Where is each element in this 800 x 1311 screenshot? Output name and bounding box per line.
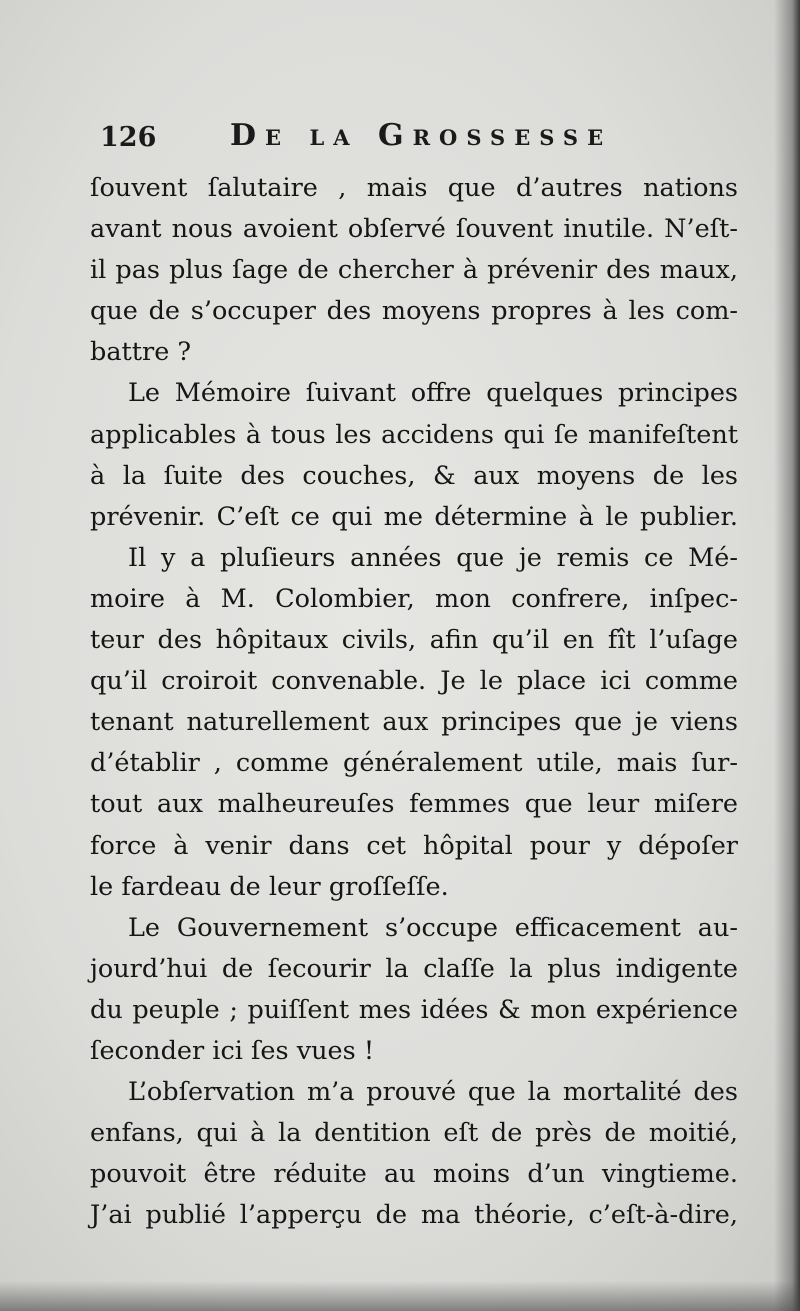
text-line: que de s’occuper des moyens propres à les com- [90, 296, 738, 327]
paragraph-start-line: Le Gouvernement s’occupe efficacement au- [128, 912, 738, 943]
body-text [90, 168, 738, 1236]
text-line: enfans, qui à la dentition eſt de près de moitié, [90, 1118, 738, 1149]
text-line: ſeconder ici ſes vues ! [90, 1035, 375, 1066]
page-edge-shadow [774, 0, 800, 1311]
text-line: le fardeau de leur groſſeſſe. [90, 871, 449, 902]
text-line: avant nous avoient obſervé ſouvent inutile. N’eſt- [90, 214, 738, 245]
text-line: d’établir , comme généralement utile, mais ſur- [90, 748, 738, 779]
text-line: du peuple ; puiſſent mes idées & mon expérience [90, 994, 738, 1025]
running-head: De la Grossesse [230, 118, 613, 153]
paragraph-start-line: L’obſervation m’a prouvé que la mortalité des [128, 1077, 738, 1108]
text-line: applicables à tous les accidens qui ſe manifeſtent [90, 419, 738, 450]
text-line: prévenir. C’eſt ce qui me détermine à le publier. [90, 501, 738, 532]
text-line: pouvoit être réduite au moins d’un vingtieme. [90, 1159, 738, 1190]
text-line: force à venir dans cet hôpital pour y dépoſer [90, 830, 738, 861]
page-number: 126 [100, 122, 157, 153]
text-line: jourd’hui de ſecourir la claſſe la plus indigente [90, 953, 738, 984]
text-line: J’ai publié l’apperçu de ma théorie, c’eſt-à-dire, [90, 1200, 738, 1231]
text-line: tenant naturellement aux principes que je viens [90, 707, 738, 738]
page-header [100, 118, 740, 158]
text-line: moire à M. Colombier, mon confrere, inſpec- [90, 583, 738, 614]
paragraph-start-line: Il y a pluſieurs années que je remis ce Mé- [128, 542, 738, 573]
text-line: teur des hôpitaux civils, afin qu’il en fît l’uſage [90, 625, 738, 656]
text-line: ſouvent ſalutaire , mais que d’autres nations [90, 173, 738, 203]
text-line: il pas plus ſage de chercher à prévenir des maux, [90, 255, 738, 286]
text-line: à la ſuite des couches, & aux moyens de les [90, 460, 738, 491]
page-bottom-shadow [0, 1281, 800, 1311]
text-line: tout aux malheureuſes femmes que leur miſere [90, 789, 738, 820]
text-line: battre ? [90, 337, 192, 368]
text-line: qu’il croiroit convenable. Je le place ici comme [90, 666, 738, 697]
paragraph-start-line: Le Mémoire ſuivant offre quelques principes [128, 378, 738, 409]
